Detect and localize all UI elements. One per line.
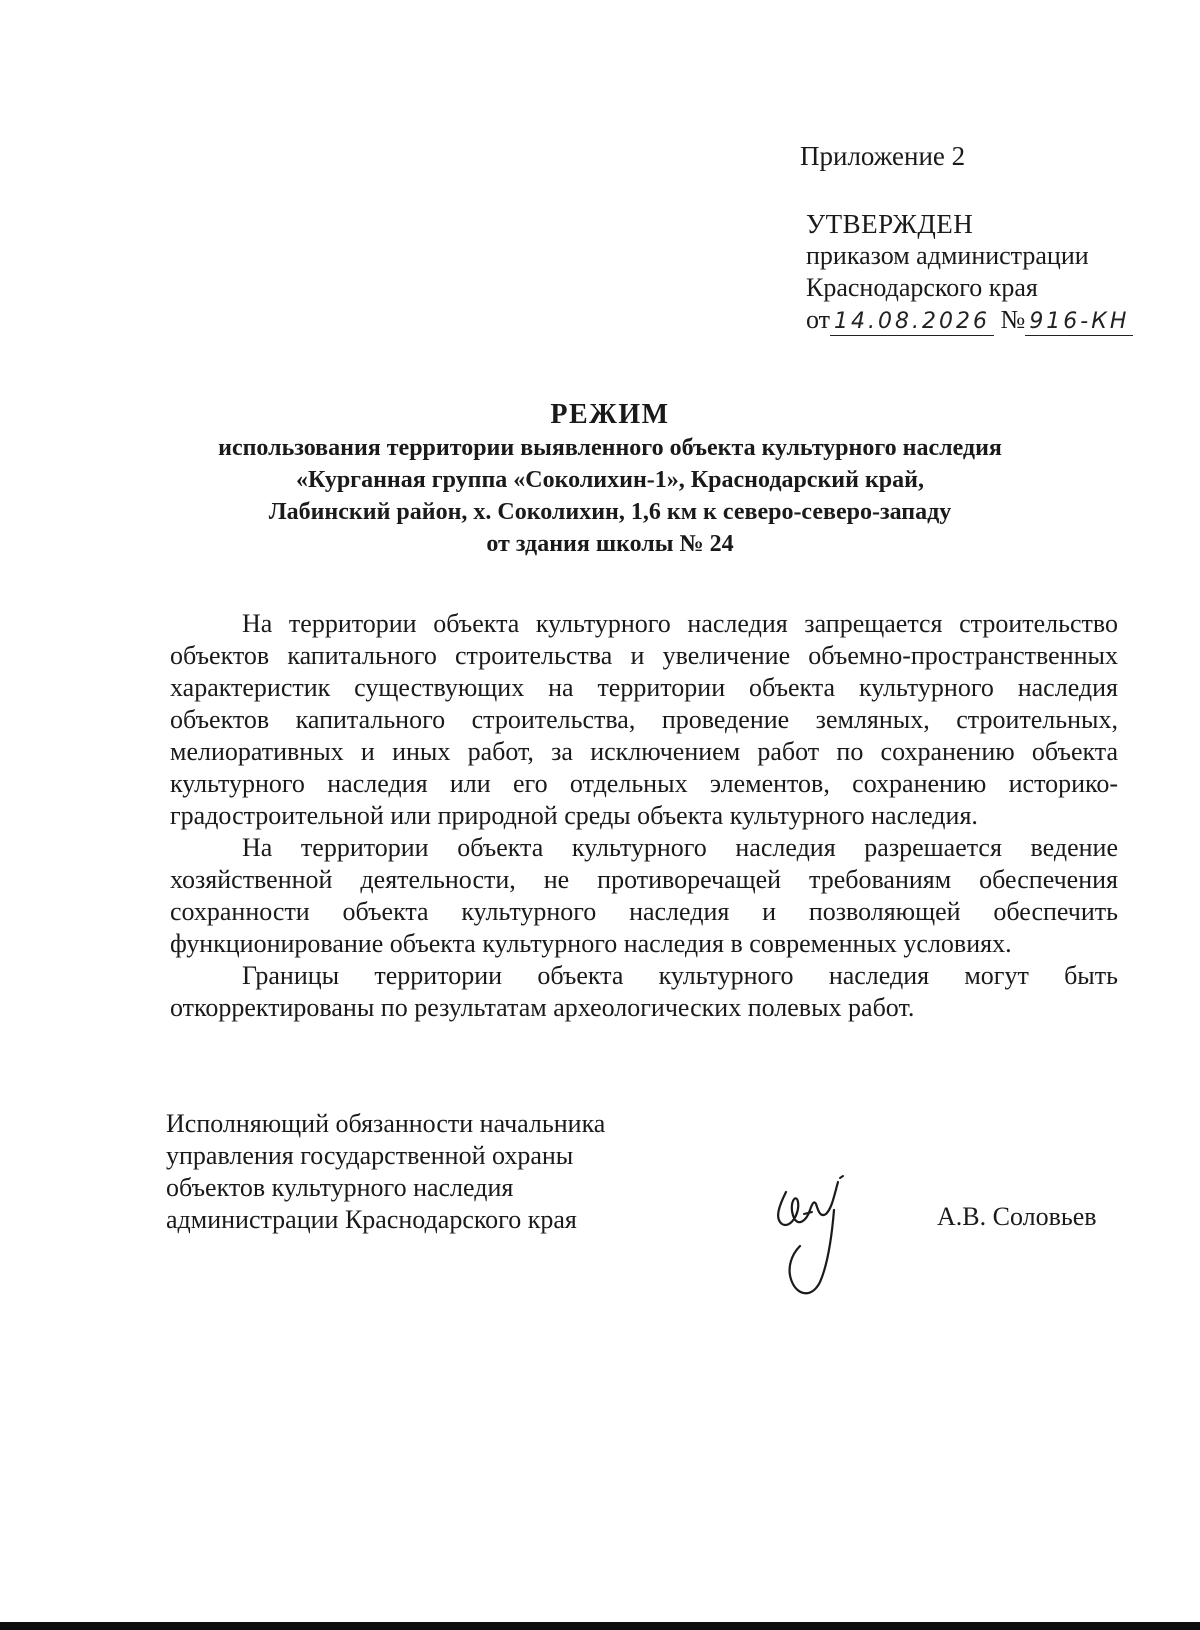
title-line-3: Лабинский район, х. Соколихин, 1,6 км к северо-северо-западу [268,499,952,525]
signer-position-line-1: Исполняющий обязанности начальника [166,1109,606,1138]
document-title-block [150,398,1070,560]
signer-position-line-4: администрации Краснодарского края [166,1205,577,1234]
approval-title: УТВЕРЖДЕН [806,209,974,239]
title-line-4: от здания школы № 24 [486,531,734,557]
approval-line-1: приказом администрации [806,241,1089,270]
signer-name: А.В. Соловьев [937,1202,1097,1231]
signer-position-line-2: управления государственной охраны [166,1141,574,1170]
date-prefix: от [806,305,831,334]
number-prefix: № [1000,305,1026,334]
document-title: РЕЖИМ [550,399,670,430]
handwritten-number: 916-КН [1025,309,1133,336]
appendix-label: Приложение 2 [800,141,966,171]
title-line-1: использования территории выявленного объекта культурного наследия [218,435,1002,461]
approval-line-2: Краснодарского края [806,273,1038,302]
document-body [170,608,1118,1024]
handwritten-signature-icon [760,1174,860,1304]
body-paragraph-3: Границы территории объекта культурного наследия могут быть откорректированы по результатам археологических полевых работ. [170,961,1118,1022]
approval-block [806,208,1133,336]
signer-position-line-3: объектов культурного наследия [166,1173,514,1202]
signer-position [166,1108,605,1236]
handwritten-date: 14.08.2026 [830,309,994,336]
scan-edge-border [0,1622,1200,1630]
title-line-2: «Курганная группа «Соколихин-1», Краснодарский край, [296,467,924,493]
body-paragraph-2: На территории объекта культурного наследия разрешается ведение хозяйственной деятельности, не противоречащей требованиям обеспечения сохранности объекта культурного наследия и позволяющей обеспечить функционирование объекта культурного наследия в современных условиях. [170,833,1118,958]
approval-date-line [806,304,1133,336]
body-paragraph-1: На территории объекта культурного наследия запрещается строительство объектов капитального строительства и увеличение объемно-пространственных характеристик существующих на территории объекта культурного наследия объектов капитального строительства, проведение земляных, строительных, мелиоративных и иных работ, за исключением работ по сохранению объекта культурного наследия или его отдельных элементов, сохранению историко-градостроительной или природной среды объекта культурного наследия. [170,609,1118,830]
